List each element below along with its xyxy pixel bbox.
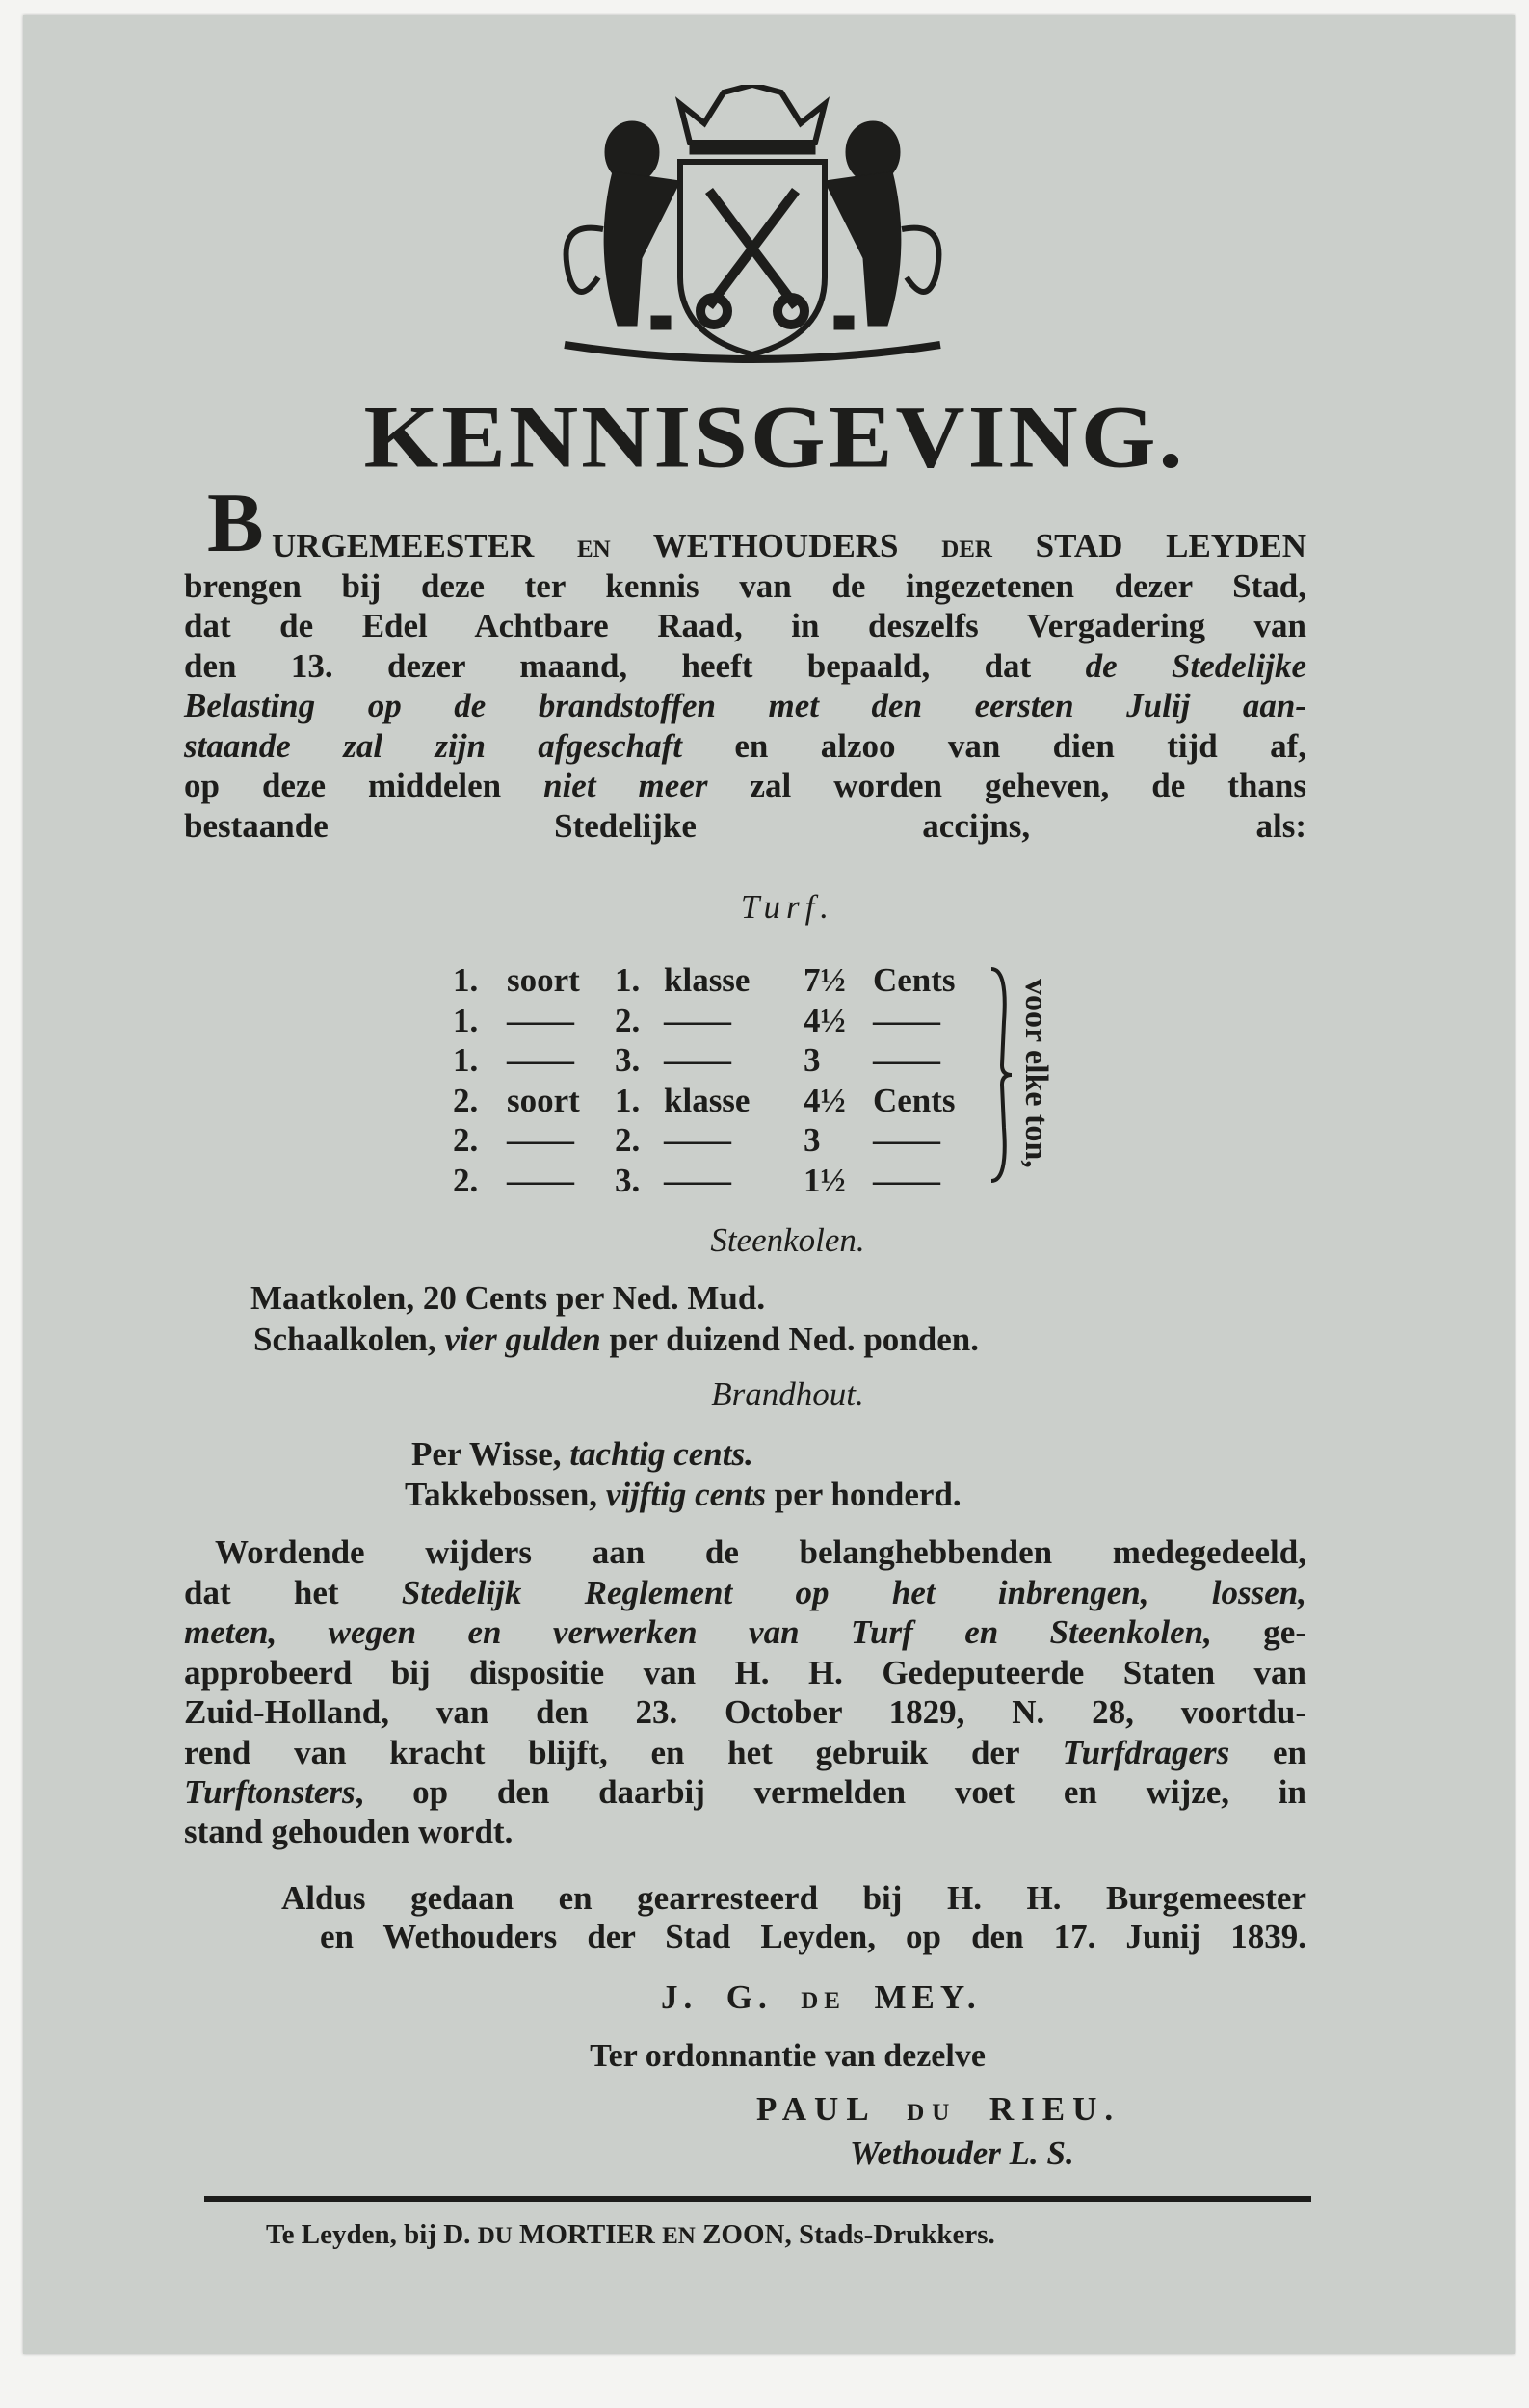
turf-heading: Turf.	[740, 888, 835, 926]
sort-label: ——	[507, 1041, 574, 1079]
printer-imprint	[266, 2219, 995, 2251]
text-segment: rend van kracht blijft, en het gebruik der	[184, 1733, 1063, 1771]
intro-line	[184, 566, 1306, 606]
price-value: 3	[804, 1121, 821, 1159]
intro-line	[184, 646, 1306, 686]
text-segment: MEY.	[845, 1978, 982, 2016]
brandhout-line	[411, 1435, 753, 1474]
signatory-2-title: Wethouder L. S.	[850, 2134, 1074, 2172]
intro-line	[184, 806, 1306, 846]
text-segment: brengen bij deze ter kennis van de ingezetenen dezer Stad,	[184, 566, 1306, 605]
italic-text: Belasting op de brandstoffen met den eersten Julij aan-	[184, 687, 1306, 724]
body-line	[184, 1692, 1306, 1732]
price-value: 4½	[804, 1081, 846, 1119]
horizontal-rule	[204, 2196, 1311, 2202]
sort-label: ——	[507, 1001, 574, 1039]
class-number: 1.	[453, 1001, 479, 1039]
class-number: 1.	[453, 961, 479, 999]
body-line	[184, 1653, 1306, 1692]
text-segment: J. G.	[661, 1978, 802, 2016]
body-line	[184, 1813, 513, 1851]
class-label: ——	[664, 1121, 731, 1159]
sort-label: ——	[507, 1161, 574, 1199]
class-number: 2.	[453, 1161, 479, 1199]
shield	[680, 162, 825, 354]
small-caps-text: DU	[907, 2100, 958, 2126]
small-caps-text: DE	[801, 1988, 846, 2014]
italic-text: Stedelijk Reglement op het inbrengen, lossen,	[401, 1573, 1306, 1611]
italic-text: meten, wegen en verwerken van Turf en Steenkolen,	[184, 1613, 1212, 1651]
class-label: ——	[664, 1001, 731, 1039]
small-caps-text: DU	[477, 2223, 513, 2249]
text-segment: , op den daarbij vermelden voet en wijze, in	[355, 1773, 1306, 1811]
intro-line	[184, 726, 1306, 766]
text-segment: ZOON, Stads-Drukkers.	[695, 2219, 995, 2250]
unit-label: ——	[873, 1041, 940, 1079]
class-label: ——	[664, 1041, 731, 1079]
class-index: 1.	[615, 1081, 641, 1119]
signatory-1	[661, 1978, 982, 2017]
steenkolen-heading: Steenkolen.	[710, 1221, 865, 1259]
italic-text: Turftonsters	[184, 1773, 356, 1811]
steenkolen-line	[253, 1321, 979, 1359]
class-label: klasse	[664, 961, 751, 999]
lion-right-icon	[825, 121, 938, 329]
text-segment: RIEU.	[957, 2090, 1121, 2128]
text-segment: Schaalkolen,	[253, 1321, 445, 1358]
price-value: 3	[804, 1041, 821, 1079]
italic-text: vier gulden	[444, 1321, 601, 1358]
text-segment: Per Wisse,	[411, 1435, 570, 1473]
sort-label: soort	[507, 1081, 580, 1119]
intro-line	[184, 606, 1306, 645]
lion-left-icon	[567, 121, 680, 329]
price-value: 7½	[804, 961, 846, 999]
text-segment: Takkebossen,	[405, 1476, 606, 1513]
text-segment: en	[1229, 1733, 1306, 1771]
text-segment: en alzoo van dien tijd af,	[682, 726, 1306, 765]
class-index: 3.	[615, 1041, 641, 1079]
text-segment: op deze middelen	[184, 767, 544, 804]
closing-line	[281, 1878, 1306, 1918]
signatory-2	[756, 2090, 1120, 2129]
poster-sheet	[23, 15, 1515, 2354]
text-segment: den 13. dezer maand, heeft bepaald, dat	[184, 646, 1086, 685]
steenkolen-line	[250, 1279, 765, 1318]
text-segment: dat het	[184, 1573, 402, 1611]
small-caps-text: EN	[576, 537, 611, 563]
unit-label: ——	[873, 1161, 940, 1199]
text-segment: STAD LEYDEN	[992, 527, 1306, 564]
text-segment: Maatkolen, 20 Cents per Ned. Mud.	[250, 1279, 766, 1317]
italic-text: staande zal zijn afgeschaft	[184, 726, 682, 765]
class-label: klasse	[664, 1081, 751, 1119]
body-line	[184, 1612, 1306, 1652]
class-number: 2.	[453, 1121, 479, 1159]
notice-title: KENNISGEVING.	[363, 387, 1186, 486]
text-segment: stand gehouden wordt.	[184, 1812, 514, 1850]
drop-cap: B	[207, 477, 264, 570]
class-index: 2.	[615, 1001, 641, 1039]
class-number: 2.	[453, 1081, 479, 1119]
body-line	[184, 1573, 1306, 1612]
italic-text: tachtig cents.	[569, 1435, 753, 1473]
turf-side-note: voor elke ton,	[1018, 979, 1054, 1168]
intro-line	[272, 526, 1306, 565]
italic-text: de Stedelijke	[1085, 646, 1306, 685]
text-segment: per duizend Ned. ponden.	[600, 1321, 979, 1358]
brace	[987, 964, 1015, 1186]
text-segment: en Wethouders der Stad Leyden, op den 17. Junij 1839.	[320, 1918, 1306, 1955]
text-segment: bestaande Stedelijke accijns, als:	[184, 806, 1306, 845]
price-value: 4½	[804, 1001, 846, 1039]
body-line	[215, 1532, 1306, 1572]
small-caps-text: DER	[941, 537, 992, 563]
closing-line	[320, 1917, 1306, 1956]
class-index: 1.	[615, 961, 641, 999]
unit-label: Cents	[873, 1081, 956, 1119]
text-segment: zal worden geheven, de thans	[707, 767, 1307, 804]
body-line	[184, 1733, 1306, 1772]
text-segment: PAUL	[756, 2090, 908, 2128]
class-label: ——	[664, 1161, 731, 1199]
class-index: 2.	[615, 1121, 641, 1159]
crown-icon	[680, 85, 825, 143]
text-segment: approbeerd bij dispositie van H. H. Gedeputeerde Staten van	[184, 1653, 1306, 1691]
unit-label: ——	[873, 1121, 940, 1159]
text-segment: MORTIER	[512, 2219, 663, 2250]
text-segment: dat de Edel Achtbare Raad, in deszelfs Vergadering van	[184, 607, 1306, 644]
text-segment: per honderd.	[766, 1476, 962, 1513]
countersign-label: Ter ordonnantie van dezelve	[590, 2038, 986, 2074]
brandhout-heading: Brandhout.	[711, 1375, 864, 1413]
leiden-coat-of-arms	[545, 85, 961, 364]
class-number: 1.	[453, 1041, 479, 1079]
italic-text: niet meer	[543, 767, 708, 804]
text-segment: URGEMEESTER	[272, 527, 577, 564]
price-value: 1½	[804, 1161, 846, 1199]
body-line	[184, 1772, 1306, 1812]
intro-line	[184, 766, 1306, 805]
intro-line	[184, 686, 1306, 725]
sort-label: ——	[507, 1121, 574, 1159]
text-segment: Zuid-Holland, van den 23. October 1829, N. 28, voortdu-	[184, 1693, 1306, 1731]
text-segment: Te Leyden, bij D.	[266, 2219, 478, 2250]
italic-text: Turfdragers	[1062, 1733, 1230, 1771]
small-caps-text: EN	[662, 2223, 696, 2249]
crown-band	[690, 141, 815, 154]
brandhout-line	[405, 1476, 962, 1514]
text-segment: Wordende wijders aan de belanghebbenden medegedeeld,	[215, 1533, 1306, 1571]
text-segment: WETHOUDERS	[610, 527, 942, 564]
class-index: 3.	[615, 1161, 641, 1199]
italic-text: vijftig cents	[605, 1476, 767, 1513]
text-segment: ge-	[1211, 1613, 1306, 1651]
text-segment: Aldus gedaan en gearresteerd bij H. H. Burgemeester	[281, 1879, 1306, 1917]
sort-label: soort	[507, 961, 580, 999]
unit-label: ——	[873, 1001, 940, 1039]
unit-label: Cents	[873, 961, 956, 999]
